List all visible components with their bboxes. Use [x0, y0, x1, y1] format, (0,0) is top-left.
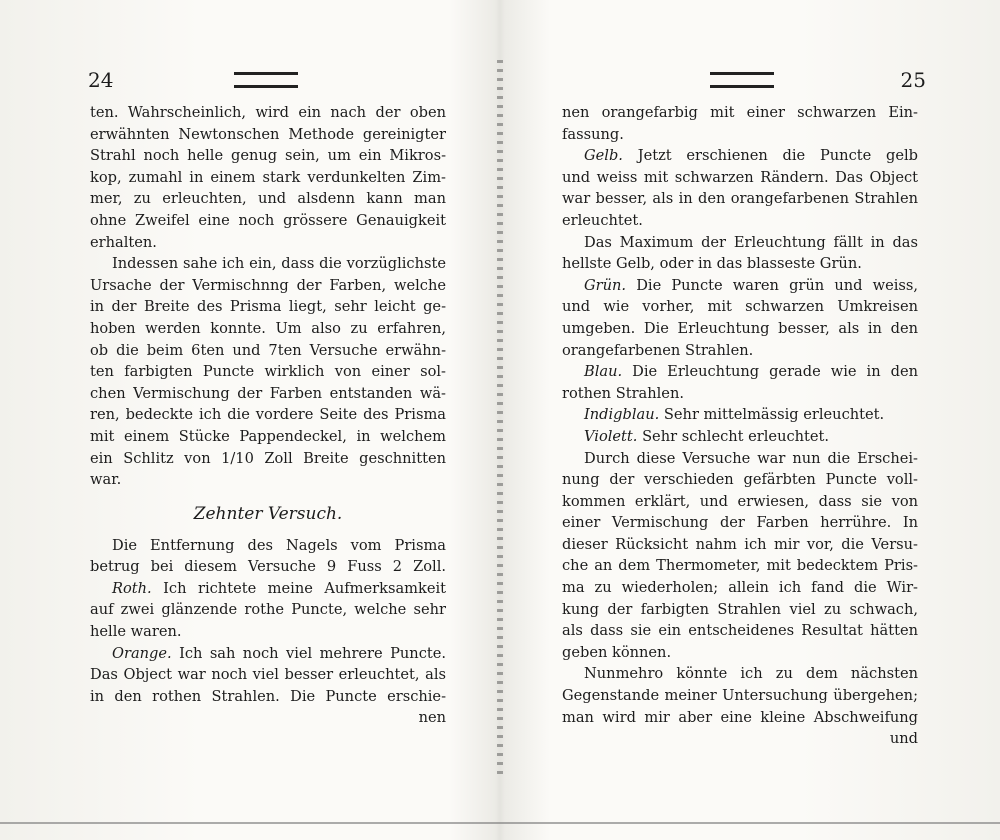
text-line: ohne Zweifel eine noch grössere Genauigkeit	[90, 211, 446, 229]
text-line: in den rothen Strahlen. Die Puncte erschie-	[90, 687, 446, 705]
book-gutter	[497, 60, 503, 780]
catchword: nen	[418, 709, 446, 727]
paragraph-roth	[90, 578, 446, 643]
text-line: fassung.	[562, 125, 624, 143]
color-label: Blau.	[584, 363, 623, 381]
text-line: in der Breite des Prisma liegt, sehr leicht ge-	[90, 298, 446, 316]
color-label: Orange.	[112, 644, 172, 662]
text-line: Das Object war noch viel besser erleuchtet, als	[90, 666, 446, 684]
text-line: chen Vermischung der Farben entstanden wä-	[90, 384, 446, 402]
text-line: mit einem Stücke Pappendeckel, in welchem	[90, 427, 446, 445]
paragraph-blau	[562, 361, 918, 404]
text-line: Durch diese Versuche war nun die Erschei-	[584, 449, 918, 467]
paragraph	[90, 253, 446, 491]
text-span: Die Puncte waren grün und weiss,	[636, 276, 918, 294]
text-line: Nunmehro könnte ich zu dem nächsten	[584, 665, 918, 683]
paragraph-gelb	[562, 145, 918, 231]
text-line: ob die beim 6ten und 7ten Versuche erwähn-	[90, 341, 446, 359]
paragraph	[90, 535, 446, 578]
paragraph	[562, 448, 918, 664]
text-line: betrug bei diesem Versuche 9 Fuss 2 Zoll.	[90, 558, 446, 576]
text-line: als dass sie ein entscheidenes Resultat hätten	[562, 622, 918, 640]
text-line	[562, 361, 918, 383]
text-span: Die Erleuchtung gerade wie in den	[632, 363, 919, 381]
page-number: 25	[900, 68, 926, 92]
text-line: helle waren.	[90, 623, 182, 641]
paragraph	[90, 102, 446, 253]
text-line	[90, 643, 446, 665]
text-line: war besser, als in den orangefarbenen Strahlen	[562, 190, 918, 208]
text-line: und wie vorher, mit schwarzen Umkreisen	[562, 298, 918, 316]
text-line: einer Vermischung der Farben herrühre. In	[562, 514, 918, 532]
text-line: ten. Wahrscheinlich, wird ein nach der oben	[90, 104, 446, 121]
text-line: Gegenstande meiner Untersuchung übergehen;	[562, 687, 918, 705]
text-line: dieser Rücksicht nahm ich mir vor, die Versu-	[562, 535, 918, 553]
left-page-header	[90, 62, 446, 102]
text-line: nung der verschieden gefärbten Puncte voll-	[562, 471, 918, 489]
text-line: ma zu wiederholen; allein ich fand die Wir-	[562, 579, 918, 597]
text-line: Die Entfernung des Nagels vom Prisma	[112, 536, 446, 554]
text-line: ren, bedeckte ich die vordere Seite des Prisma	[90, 406, 446, 424]
text-line: mer, zu erleuchten, und alsdenn kann man	[90, 190, 446, 208]
text-line: Indessen sahe ich ein, dass die vorzüglichste	[112, 255, 446, 273]
text-line: und weiss mit schwarzen Rändern. Das Object	[562, 168, 918, 186]
catchword: und	[889, 730, 918, 748]
section-title: Zehnter Versuch.	[193, 503, 343, 524]
text-line: ten farbigten Puncte wirklich von einer sol-	[90, 363, 446, 381]
text-line: Das Maximum der Erleuchtung fällt in das	[584, 233, 918, 251]
color-label: Violett.	[584, 427, 638, 445]
paragraph-orange-continued	[562, 102, 918, 145]
right-page-header	[562, 62, 926, 102]
paragraph-orange	[90, 643, 446, 708]
text-line	[90, 578, 446, 600]
text-line: rothen Strahlen.	[562, 384, 684, 402]
text-line: ein Schlitz von 1/10 Zoll Breite geschnitten	[90, 449, 446, 467]
text-line: Ursache der Vermischnng der Farben, welche	[90, 276, 446, 294]
text-line: man wird mir aber eine kleine Abschweifung	[562, 708, 918, 726]
text-line: che an dem Thermometer, mit bedecktem Pris-	[562, 557, 918, 575]
left-page	[90, 62, 446, 729]
text-line: erwähnten Newtonschen Methode gereinigter	[90, 125, 446, 143]
text-span: Jetzt erschienen die Puncte gelb	[637, 147, 918, 165]
text-span: Sehr schlecht erleuchtet.	[642, 427, 830, 445]
text-line: umgeben. Die Erleuchtung besser, als in den	[562, 319, 918, 337]
paragraph-maximum	[562, 232, 918, 275]
paragraph-gruen	[562, 275, 918, 361]
text-line: Strahl noch helle genug sein, um ein Mikros-	[90, 147, 446, 165]
paragraph	[562, 663, 918, 728]
page-bottom-edge	[0, 822, 1000, 824]
text-span: Sehr mittelmässig erleuchtet.	[663, 406, 885, 424]
text-span: Ich richtete meine Aufmerksamkeit	[163, 579, 447, 597]
color-label: Gelb.	[584, 147, 623, 165]
text-line: erhalten.	[90, 233, 157, 251]
text-line: hoben werden konnte. Um also zu erfahren,	[90, 319, 446, 337]
text-line: nen orangefarbig mit einer schwarzen Ein-	[562, 104, 918, 121]
paragraph-indigblau	[562, 404, 918, 426]
color-label: Indigblau.	[584, 406, 660, 424]
text-line: kop, zumahl in einem stark verdunkelten Zim-	[90, 168, 446, 186]
header-ornament-rule	[710, 72, 774, 88]
text-line: hellste Gelb, oder in das blasseste Grün.	[562, 255, 862, 273]
text-span: Ich sah noch viel mehrere Puncte.	[179, 644, 447, 662]
color-label: Roth.	[112, 579, 152, 597]
text-line: kung der farbigten Strahlen viel zu schwach,	[562, 600, 918, 618]
page-number: 24	[88, 68, 114, 92]
color-label: Grün.	[584, 276, 627, 294]
text-line: erleuchtet.	[562, 211, 643, 229]
text-line: auf zwei glänzende rothe Puncte, welche sehr	[90, 601, 446, 619]
text-line: orangefarbenen Strahlen.	[562, 341, 754, 359]
header-ornament-rule	[234, 72, 298, 88]
paragraph-violett	[562, 426, 918, 448]
text-line: war.	[90, 471, 122, 489]
text-line: kommen erklärt, und erwiesen, dass sie von	[562, 492, 918, 510]
text-line	[562, 145, 918, 167]
text-line	[562, 275, 918, 297]
right-page	[562, 62, 926, 750]
text-line: geben können.	[562, 643, 672, 661]
